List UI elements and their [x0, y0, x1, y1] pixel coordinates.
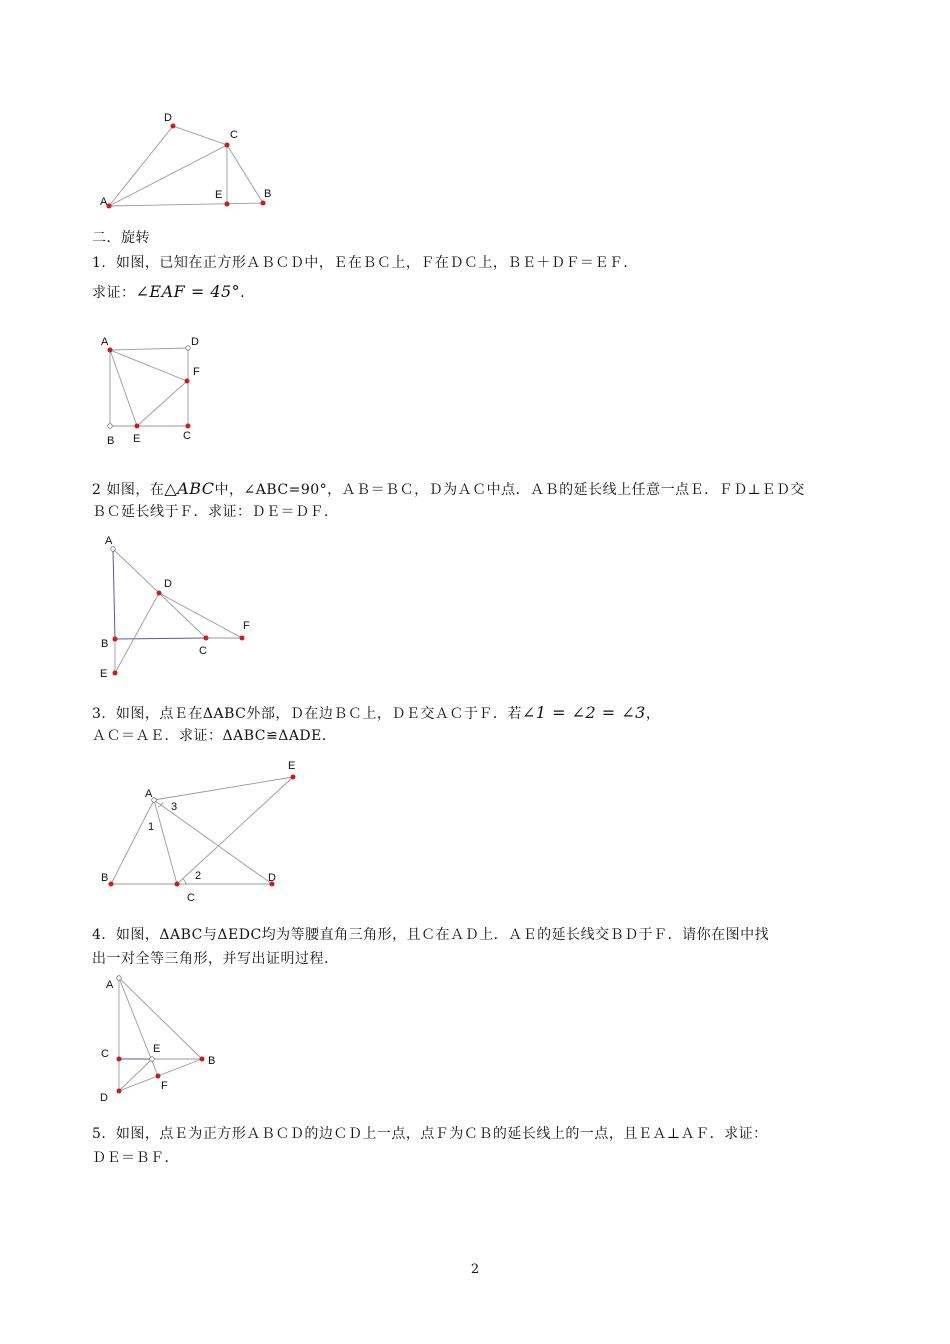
angle-equality: ∠1 = ∠2 = ∠3	[521, 703, 646, 722]
label-b: B	[208, 1055, 216, 1067]
figure-isosceles-right-triangles	[95, 972, 225, 1107]
prove-prefix: 求证：	[92, 285, 136, 301]
problem-3-line2: ＡＣ＝ＡＥ．求证：ΔABC≌ΔADE．	[92, 728, 337, 744]
figure-quadrilateral	[95, 108, 285, 216]
label-c: C	[230, 129, 238, 141]
label-a: A	[105, 535, 113, 547]
problem-4-line2: 出一对全等三角形，并写出证明过程．	[92, 951, 339, 967]
problem-1-statement: 1．如图，已知在正方形ＡＢＣＤ中，Ｅ在ＢＣ上，Ｆ在ＤＣ上，ＢＥ＋ＤＦ＝ＥＦ．	[92, 255, 638, 271]
label-b: B	[264, 188, 272, 200]
label-c: C	[199, 645, 207, 657]
label-d: D	[164, 578, 172, 590]
label-e: E	[288, 760, 296, 772]
problem-3-line1: 3．如图，点Ｅ在ΔABC外部，Ｄ在边ＢＣ上，ＤＥ交ＡＣ于Ｆ．若∠1 = ∠2 = ∠3，	[92, 703, 661, 722]
label-angle-2: 2	[195, 870, 202, 882]
label-e: E	[100, 668, 108, 680]
page-number: 2	[470, 1262, 480, 1277]
figure-square-abcd	[95, 333, 215, 448]
section-title: 二．旋转	[92, 230, 150, 246]
angle-eaf-expression: ∠EAF = 45°	[135, 282, 241, 301]
label-c: C	[101, 1048, 109, 1060]
label-d: D	[164, 112, 172, 124]
figure-triangles-abc-ade	[95, 755, 310, 905]
label-a: A	[106, 979, 114, 991]
label-a: A	[100, 196, 108, 208]
label-a: A	[145, 788, 153, 800]
problem-1-prove: 求证：∠EAF = 45°．	[92, 282, 255, 301]
label-c: C	[187, 892, 195, 904]
label-e: E	[133, 433, 141, 445]
label-d: D	[191, 336, 199, 348]
problem-2-line1: 2 如图，在△ABC中，∠ABC=90°，ＡＢ＝ＢＣ，Ｄ为ＡＣ中点．ＡＢ的延长线上任意一点Ｅ．ＦＤ⊥ＥＤ交	[92, 479, 805, 498]
label-b: B	[101, 638, 109, 650]
label-angle-1: 1	[148, 821, 155, 833]
label-c: C	[183, 430, 191, 442]
figure-triangle-abc-ext	[95, 532, 260, 682]
problem-5-line1: 5．如图，点Ｅ为正方形ＡＢＣＤ的边ＣＤ上一点，点Ｆ为ＣＢ的延长线上的一点，且ＥＡ⊥ＡＦ．求证：	[92, 1126, 768, 1142]
label-f: F	[243, 620, 250, 632]
triangle-abc-symbol: △ABC	[164, 479, 215, 498]
problem-5-line2: ＤＥ＝ＢＦ．	[92, 1150, 179, 1166]
label-d: D	[100, 1092, 108, 1104]
label-d: D	[268, 872, 276, 884]
label-e: E	[215, 189, 223, 201]
label-a: A	[101, 336, 109, 348]
label-b: B	[101, 872, 109, 884]
label-f: F	[193, 366, 200, 378]
problem-2-line2: ＢＣ延长线于Ｆ．求证：ＤＥ＝ＤＦ．	[92, 504, 339, 520]
label-e: E	[153, 1043, 161, 1055]
problem-4-line1: 4．如图，ΔABC与ΔEDC均为等腰直角三角形，且Ｃ在ＡＤ上．ＡＥ的延长线交ＢＤ于Ｆ．请你在图中找	[92, 927, 770, 943]
label-b: B	[107, 435, 115, 447]
label-f: F	[161, 1080, 168, 1092]
label-angle-3: 3	[171, 801, 178, 813]
